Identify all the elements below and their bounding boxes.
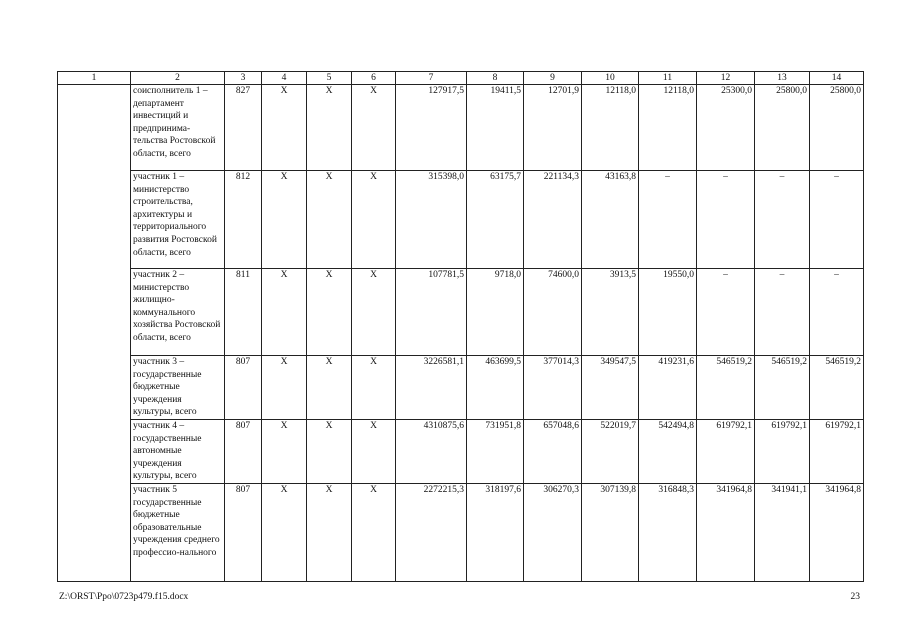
- executor-name-cell: соисполнитель 1 – департамент инвестиций и предпринима-тельства Ростовской области, всего: [131, 85, 225, 171]
- col-header-11: 11: [639, 72, 697, 85]
- amount-cell: 25800,0: [755, 85, 810, 171]
- amount-cell: 315398,0: [396, 171, 467, 269]
- gr-code-cell: 807: [225, 483, 262, 581]
- gr-code-cell: 812: [225, 171, 262, 269]
- gr-code-cell: 827: [225, 85, 262, 171]
- col-header-1: 1: [58, 72, 131, 85]
- amount-cell: –: [755, 269, 810, 356]
- amount-cell: –: [810, 269, 864, 356]
- vr-cell: Х: [352, 85, 396, 171]
- amount-cell: 19550,0: [639, 269, 697, 356]
- amount-cell: 3226581,1: [396, 356, 467, 420]
- rz-pr-cell: Х: [262, 356, 307, 420]
- vr-cell: Х: [352, 356, 396, 420]
- amount-cell: 221134,3: [524, 171, 582, 269]
- vr-cell: Х: [352, 269, 396, 356]
- amount-cell: 318197,6: [467, 483, 524, 581]
- amount-cell: 307139,8: [582, 483, 639, 581]
- amount-cell: 127917,5: [396, 85, 467, 171]
- amount-cell: 341964,8: [697, 483, 755, 581]
- amount-cell: 341941,1: [755, 483, 810, 581]
- table-row: [58, 419, 864, 483]
- amount-cell: –: [810, 171, 864, 269]
- amount-cell: 731951,8: [467, 419, 524, 483]
- amount-cell: 546519,2: [810, 356, 864, 420]
- col-header-5: 5: [307, 72, 352, 85]
- program-cell: [58, 85, 131, 582]
- table-row: [58, 356, 864, 420]
- amount-cell: 12701,9: [524, 85, 582, 171]
- amount-cell: 2272215,3: [396, 483, 467, 581]
- amount-cell: 12118,0: [582, 85, 639, 171]
- amount-cell: 341964,8: [810, 483, 864, 581]
- vr-cell: Х: [352, 419, 396, 483]
- executor-name-cell: участник 2 – министерство жилищно-коммунального хозяйства Ростовской области, всего: [131, 269, 225, 356]
- gr-code-cell: 807: [225, 356, 262, 420]
- amount-cell: 542494,8: [639, 419, 697, 483]
- csr-cell: Х: [307, 269, 352, 356]
- vr-cell: Х: [352, 483, 396, 581]
- amount-cell: –: [697, 269, 755, 356]
- amount-cell: 63175,7: [467, 171, 524, 269]
- amount-cell: 316848,3: [639, 483, 697, 581]
- amount-cell: 349547,5: [582, 356, 639, 420]
- rz-pr-cell: Х: [262, 171, 307, 269]
- amount-cell: 619792,1: [810, 419, 864, 483]
- amount-cell: 107781,5: [396, 269, 467, 356]
- gr-code-cell: 807: [225, 419, 262, 483]
- amount-cell: 657048,6: [524, 419, 582, 483]
- amount-cell: 377014,3: [524, 356, 582, 420]
- amount-cell: 25300,0: [697, 85, 755, 171]
- rz-pr-cell: Х: [262, 269, 307, 356]
- col-header-2: 2: [131, 72, 225, 85]
- amount-cell: 546519,2: [755, 356, 810, 420]
- table-row: [58, 269, 864, 356]
- gr-code-cell: 811: [225, 269, 262, 356]
- executor-name-cell: участник 5 государственные бюджетные образовательные учреждения среднего профессио-нального: [131, 483, 225, 581]
- rz-pr-cell: Х: [262, 483, 307, 581]
- amount-cell: 619792,1: [755, 419, 810, 483]
- budget-table: [57, 71, 864, 582]
- col-header-6: 6: [352, 72, 396, 85]
- amount-cell: 9718,0: [467, 269, 524, 356]
- csr-cell: Х: [307, 85, 352, 171]
- executor-name-cell: участник 1 – министерство строительства, архитектуры и территориального развития Ростовской области, всего: [131, 171, 225, 269]
- col-header-9: 9: [524, 72, 582, 85]
- page-number: 23: [850, 592, 860, 602]
- document-file-path: Z:\ORST\Ppo\0723p479.f15.docx: [59, 592, 189, 602]
- col-header-7: 7: [396, 72, 467, 85]
- amount-cell: 306270,3: [524, 483, 582, 581]
- column-number-header-row: [58, 72, 864, 85]
- amount-cell: 522019,7: [582, 419, 639, 483]
- table-row: [58, 483, 864, 581]
- rz-pr-cell: Х: [262, 419, 307, 483]
- csr-cell: Х: [307, 171, 352, 269]
- amount-cell: 619792,1: [697, 419, 755, 483]
- amount-cell: 19411,5: [467, 85, 524, 171]
- col-header-4: 4: [262, 72, 307, 85]
- amount-cell: –: [697, 171, 755, 269]
- amount-cell: 74600,0: [524, 269, 582, 356]
- amount-cell: 12118,0: [639, 85, 697, 171]
- col-header-8: 8: [467, 72, 524, 85]
- amount-cell: 419231,6: [639, 356, 697, 420]
- rz-pr-cell: Х: [262, 85, 307, 171]
- csr-cell: Х: [307, 483, 352, 581]
- col-header-12: 12: [697, 72, 755, 85]
- csr-cell: Х: [307, 356, 352, 420]
- col-header-13: 13: [755, 72, 810, 85]
- amount-cell: 25800,0: [810, 85, 864, 171]
- col-header-10: 10: [582, 72, 639, 85]
- csr-cell: Х: [307, 419, 352, 483]
- amount-cell: 463699,5: [467, 356, 524, 420]
- amount-cell: 43163,8: [582, 171, 639, 269]
- col-header-14: 14: [810, 72, 864, 85]
- vr-cell: Х: [352, 171, 396, 269]
- executor-name-cell: участник 4 – государственные автономные учреждения культуры, всего: [131, 419, 225, 483]
- amount-cell: 4310875,6: [396, 419, 467, 483]
- amount-cell: –: [755, 171, 810, 269]
- amount-cell: –: [639, 171, 697, 269]
- table-row: [58, 85, 864, 171]
- table-row: [58, 171, 864, 269]
- amount-cell: 546519,2: [697, 356, 755, 420]
- amount-cell: 3913,5: [582, 269, 639, 356]
- executor-name-cell: участник 3 – государственные бюджетные учреждения культуры, всего: [131, 356, 225, 420]
- col-header-3: 3: [225, 72, 262, 85]
